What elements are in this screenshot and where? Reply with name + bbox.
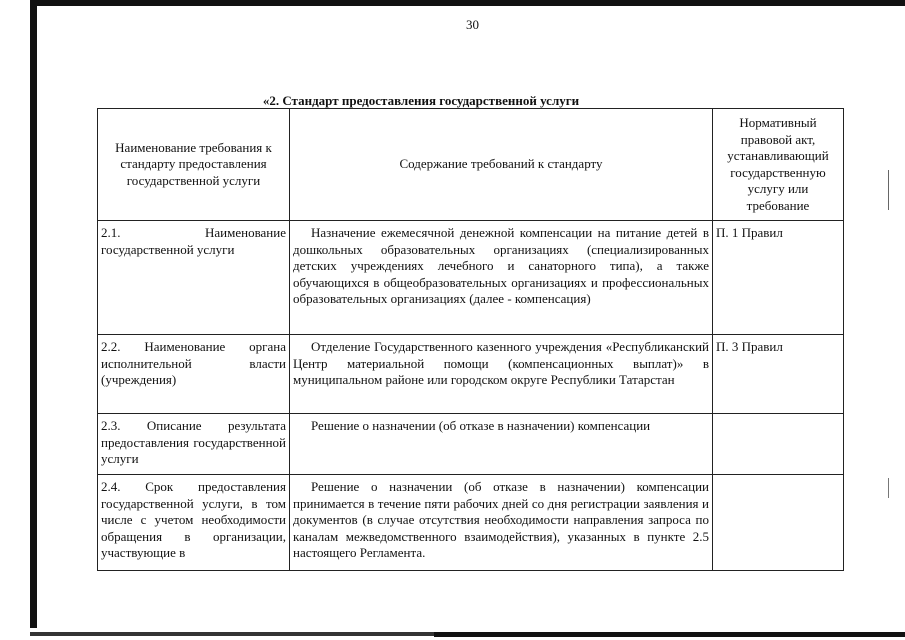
table-row xyxy=(98,475,844,571)
scan-border-left xyxy=(30,0,37,628)
scan-margin-mark xyxy=(888,170,889,210)
scan-margin-mark xyxy=(888,478,889,498)
document-title: «2. Стандарт предоставления государственной услуги xyxy=(262,93,580,108)
row-legal-act: П. 1 Правил xyxy=(713,221,844,335)
row-requirement-content: Отделение Государственного казенного учреждения «Республиканский Центр материальной помощи (компенсационных выплат)» в муниципальном районе или городском округе Республики Татарстан xyxy=(290,335,713,414)
row-requirement-name: 2.3. Описание результата предоставления государственной услуги xyxy=(98,414,290,475)
scan-border-bottom xyxy=(434,632,905,637)
row-requirement-content: Решение о назначении (об отказе в назначении) компенсации xyxy=(290,414,713,475)
table-row xyxy=(98,335,844,414)
row-requirement-name: 2.1. Наименование государственной услуги xyxy=(98,221,290,335)
header-requirement-content: Содержание требований к стандарту xyxy=(290,109,713,221)
table-row xyxy=(98,414,844,475)
page-number: 30 xyxy=(466,17,479,32)
header-legal-act: Нормативный правовой акт, устанавливающий государственную услугу или требование xyxy=(713,109,844,221)
row-requirement-content: Назначение ежемесячной денежной компенсации на питание детей в дошкольных образовательных организациях (специализированных детских учреждениях лечебного и санаторного типа), а также обучающихся в общеобразовательных организациях и профессиональных образовательных организациях (далее - компенсация) xyxy=(290,221,713,335)
row-legal-act xyxy=(713,475,844,571)
row-requirement-name: 2.4. Срок предоставления государственной услуги, в том числе с учетом необходимости обращения в организации, участвующие в xyxy=(98,475,290,571)
header-requirement-name: Наименование требования к стандарту предоставления государственной услуги xyxy=(98,109,290,221)
table-row xyxy=(98,221,844,335)
table-header-row xyxy=(98,109,844,221)
scan-border-bottom-left xyxy=(30,632,434,636)
row-legal-act: П. 3 Правил xyxy=(713,335,844,414)
standard-table xyxy=(97,108,844,571)
row-requirement-content: Решение о назначении (об отказе в назначении) компенсации принимается в течение пяти рабочих дней со дня регистрации заявления и документов (в случае отсутствия необходимости направления запроса по каналам межведомственного взаимодействия), указанных в пункте 2.5 настоящего Регламента. xyxy=(290,475,713,571)
row-requirement-name: 2.2. Наименование органа исполнительной власти (учреждения) xyxy=(98,335,290,414)
row-legal-act xyxy=(713,414,844,475)
scan-border-top xyxy=(36,0,905,6)
